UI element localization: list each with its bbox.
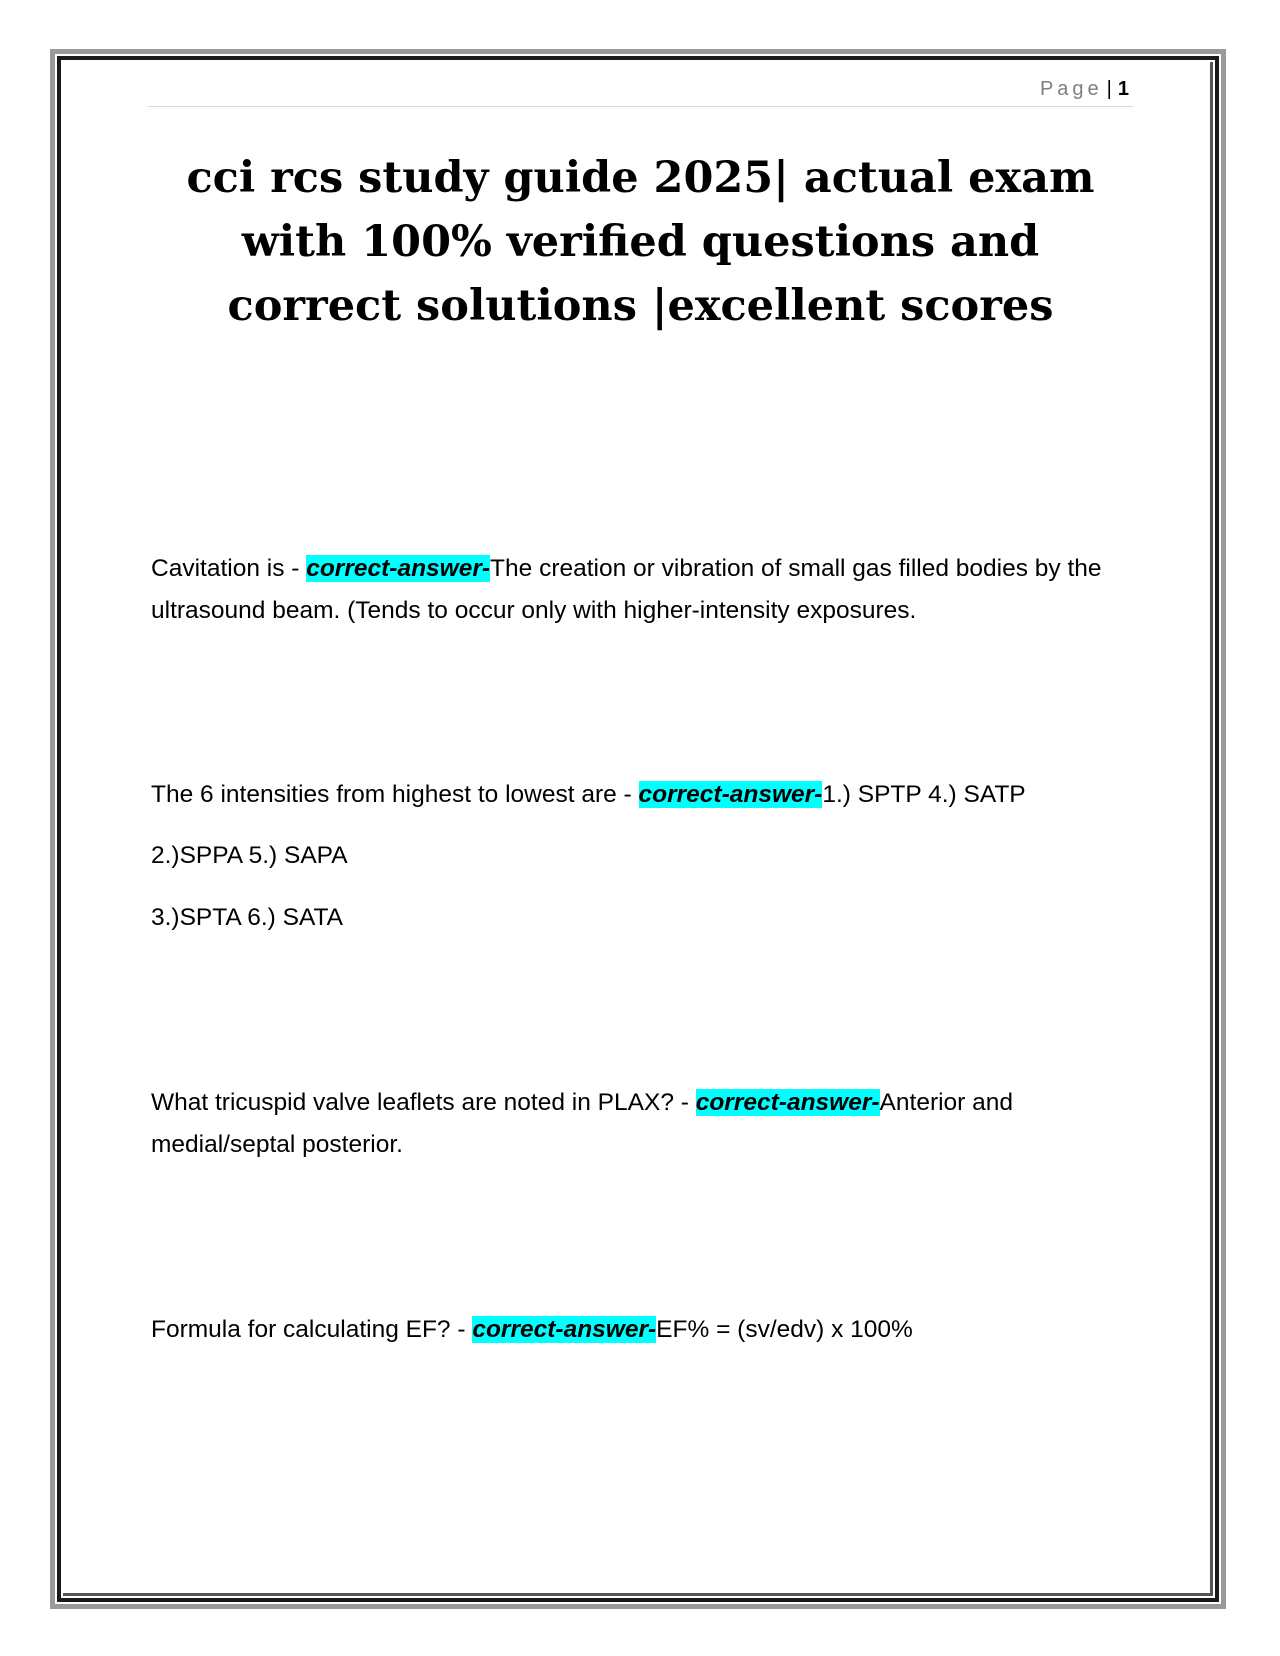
page-label: Page [1039, 78, 1103, 100]
page-header [148, 76, 1133, 107]
question-text: What tricuspid valve leaflets are noted in PLAX? - [151, 1089, 696, 1116]
intensity-line-3: 3.)SPTA 6.) SATA [151, 904, 343, 931]
qa-item-cavitation [151, 548, 1131, 632]
page-number-value: 1 [1117, 78, 1129, 100]
question-text: The 6 intensities from highest to lowest are - [151, 781, 639, 808]
answer-tag: correct-answer- [472, 1316, 657, 1343]
qa-item-tricuspid [151, 1082, 1131, 1166]
page-separator: | [1106, 78, 1112, 100]
answer-tag: correct-answer- [638, 781, 823, 808]
answer-text: Anterior and medial/septal posterior. [151, 1089, 1014, 1158]
question-text: Formula for calculating EF? - [151, 1316, 473, 1343]
intensity-line-2: 2.)SPPA 5.) SAPA [151, 842, 348, 869]
answer-tag: correct-answer- [306, 555, 491, 582]
document-title: cci rcs study guide 2025| actual exam with 100% verified questions and correct solutions |excellent scores [186, 153, 1095, 331]
answer-tag: correct-answer- [695, 1089, 880, 1116]
page-number [1040, 78, 1129, 101]
qa-item-ef-formula [151, 1309, 1131, 1351]
answer-text: The creation or vibration of small gas filled bodies by the ultrasound beam. (Tends to occur only with higher-intensity exposures. [151, 555, 1102, 624]
qa-item-intensities [151, 774, 1131, 816]
answer-text: 1.) SPTP 4.) SATP [822, 781, 1026, 808]
answer-text: EF% = (sv/edv) x 100% [656, 1316, 913, 1343]
question-text: Cavitation is - [151, 555, 307, 582]
